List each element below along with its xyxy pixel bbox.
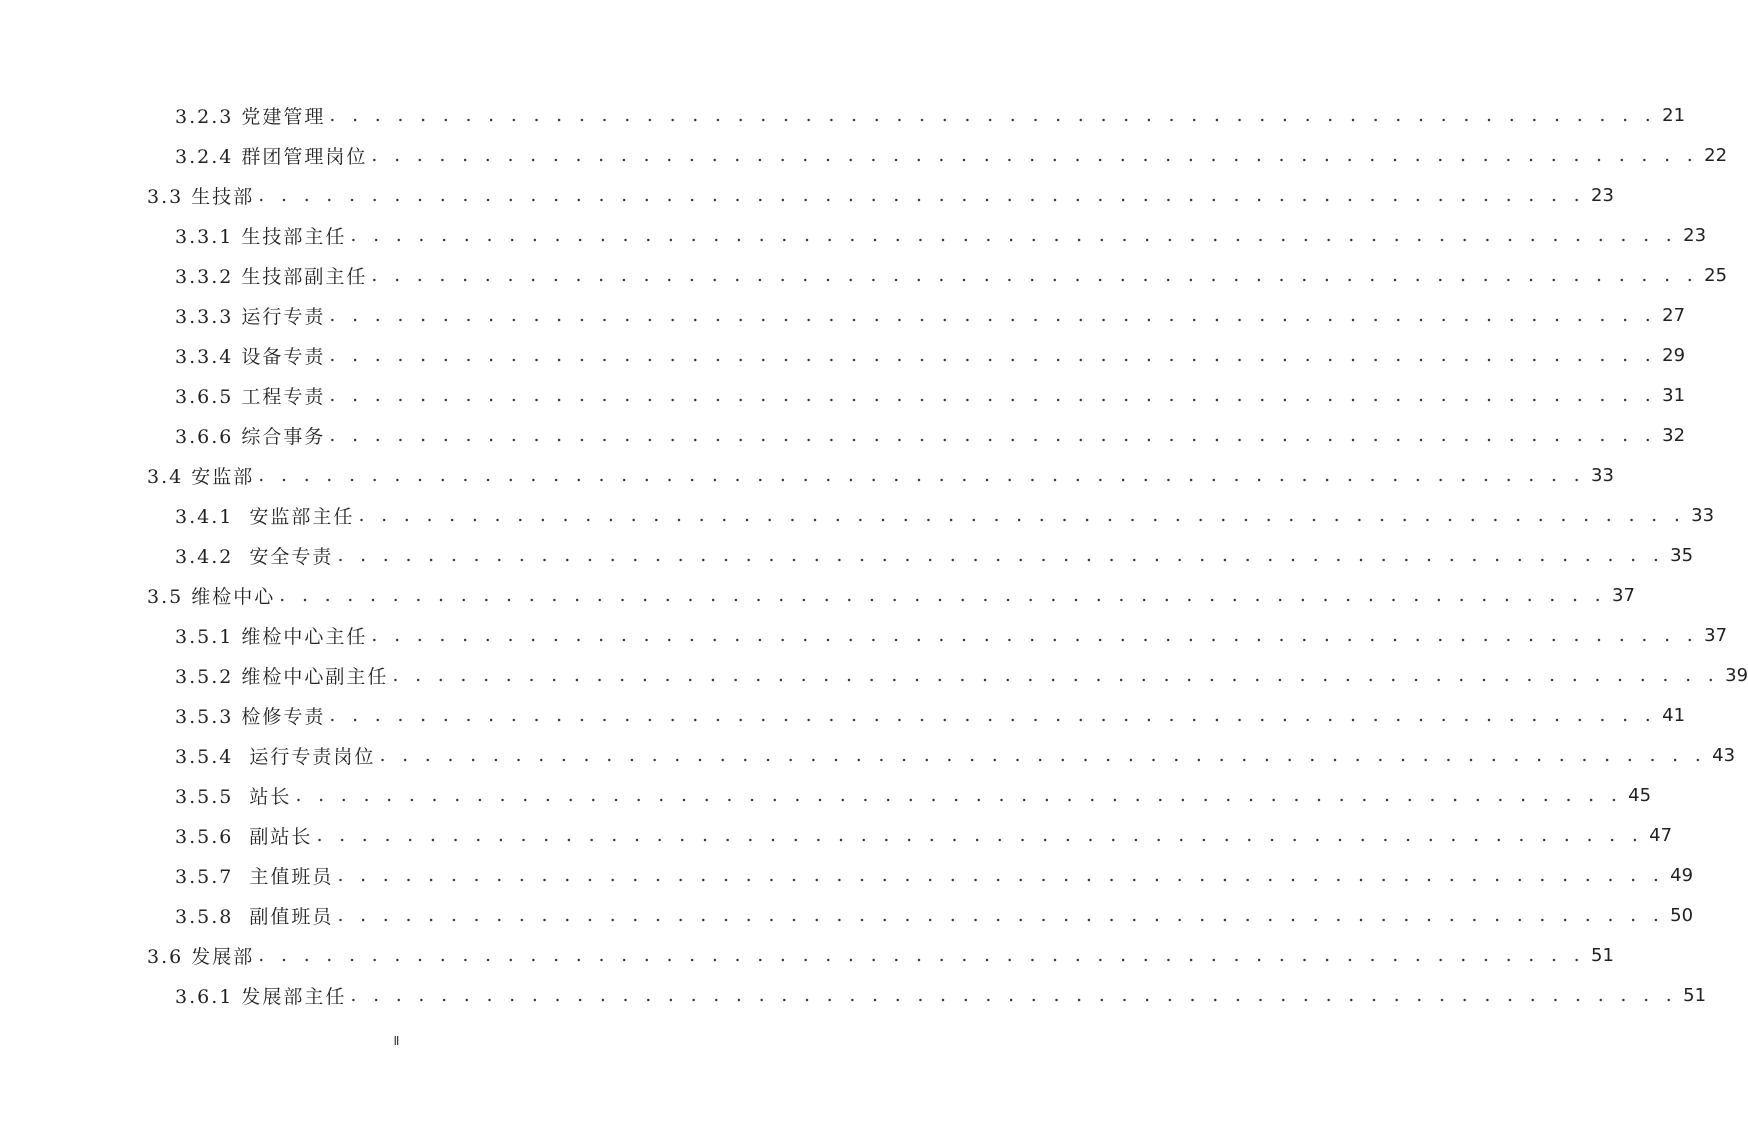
toc-entry-page: 25: [1704, 264, 1728, 286]
toc-entry[interactable]: [0, 975, 1707, 1015]
toc-entry-page: 50: [1670, 904, 1694, 926]
toc-entry-page: 31: [1662, 384, 1686, 406]
toc-dot-leader: . . . . . . . . . . . . . . . . . . . . . . . . . . . . . . . . . . . . . . . . . . . . . . . . . . . . . . . . . . .: [371, 624, 1699, 646]
toc-entry-page: 51: [1683, 984, 1707, 1006]
toc-entry[interactable]: [0, 855, 1694, 895]
toc-entry-page: 29: [1662, 344, 1686, 366]
toc-entry[interactable]: [0, 735, 1736, 775]
toc-dot-leader: . . . . . . . . . . . . . . . . . . . . . . . . . . . . . . . . . . . . . . . . . . . . . . . . . . . . . . . . . . .: [358, 504, 1686, 526]
toc-entry-title: 3.5 维检中心: [147, 582, 279, 609]
toc-entry[interactable]: [0, 135, 1728, 175]
toc-entry-page: 27: [1662, 304, 1686, 326]
toc-entry-page: 33: [1691, 504, 1715, 526]
toc-entry-title: 3.2.4 群团管理岗位: [175, 142, 371, 169]
toc-entry[interactable]: [0, 175, 1614, 215]
toc-entry-page: 39: [1725, 664, 1748, 686]
page-number: Ⅱ: [393, 1034, 400, 1048]
toc-entry[interactable]: [0, 775, 1652, 815]
toc-entry-page: 49: [1670, 864, 1694, 886]
toc-dot-leader: . . . . . . . . . . . . . . . . . . . . . . . . . . . . . . . . . . . . . . . . . . . . . . . . . . . . . . . . . . .: [258, 944, 1585, 966]
toc-dot-leader: . . . . . . . . . . . . . . . . . . . . . . . . . . . . . . . . . . . . . . . . . . . . . . . . . . . . . . . . . . .: [337, 864, 1665, 886]
table-of-contents: [0, 95, 1748, 1015]
toc-dot-leader: . . . . . . . . . . . . . . . . . . . . . . . . . . . . . . . . . . . . . . . . . . . . . . . . . . . . . . . . . . .: [329, 384, 1657, 406]
toc-entry-title: 3.3.1 生技部主任: [175, 222, 350, 249]
toc-entry[interactable]: [0, 895, 1694, 935]
toc-entry[interactable]: [0, 375, 1686, 415]
toc-entry-title: 3.6 发展部: [147, 942, 258, 969]
toc-entry-title: 3.2.3 党建管理: [175, 102, 329, 129]
toc-entry-page: 41: [1662, 704, 1686, 726]
toc-entry-title: 3.5.1 维检中心主任: [175, 622, 371, 649]
toc-entry-page: 35: [1670, 544, 1694, 566]
toc-entry[interactable]: [0, 295, 1686, 335]
toc-entry[interactable]: [0, 335, 1686, 375]
toc-entry-title: 3.3.3 运行专责: [175, 302, 329, 329]
toc-entry-title: 3.3.2 生技部副主任: [175, 262, 371, 289]
toc-entry-page: 33: [1591, 464, 1614, 486]
toc-entry-title: 3.5.4 运行专责岗位: [175, 742, 379, 769]
toc-entry-page: 37: [1704, 624, 1728, 646]
toc-entry[interactable]: [0, 615, 1728, 655]
toc-entry-title: 3.5.5 站长: [175, 782, 295, 809]
toc-entry-title: 3.4.1 安监部主任: [175, 502, 358, 529]
toc-dot-leader: . . . . . . . . . . . . . . . . . . . . . . . . . . . . . . . . . . . . . . . . . . . . . . . . . . . . . . . . . . .: [258, 184, 1585, 206]
toc-entry-title: 3.5.8 副值班员: [175, 902, 337, 929]
toc-entry-title: 3.4.2 安全专责: [175, 542, 337, 569]
toc-dot-leader: . . . . . . . . . . . . . . . . . . . . . . . . . . . . . . . . . . . . . . . . . . . . . . . . . . . . . . . . . . .: [392, 664, 1720, 686]
toc-dot-leader: . . . . . . . . . . . . . . . . . . . . . . . . . . . . . . . . . . . . . . . . . . . . . . . . . . . . . . . . . . .: [329, 304, 1657, 326]
toc-entry[interactable]: [0, 815, 1673, 855]
toc-entry[interactable]: [0, 415, 1686, 455]
toc-entry[interactable]: [0, 495, 1715, 535]
toc-dot-leader: . . . . . . . . . . . . . . . . . . . . . . . . . . . . . . . . . . . . . . . . . . . . . . . . . . . . . . . . . . .: [258, 464, 1585, 486]
toc-entry[interactable]: [0, 95, 1686, 135]
toc-entry-title: 3.6.5 工程专责: [175, 382, 329, 409]
toc-entry-page: 45: [1628, 784, 1652, 806]
toc-dot-leader: . . . . . . . . . . . . . . . . . . . . . . . . . . . . . . . . . . . . . . . . . . . . . . . . . . . . . . . . . . .: [337, 544, 1665, 566]
toc-dot-leader: . . . . . . . . . . . . . . . . . . . . . . . . . . . . . . . . . . . . . . . . . . . . . . . . . . . . . . . . . . .: [337, 904, 1665, 926]
toc-entry[interactable]: [0, 535, 1694, 575]
toc-dot-leader: . . . . . . . . . . . . . . . . . . . . . . . . . . . . . . . . . . . . . . . . . . . . . . . . . . . . . . . . . . .: [329, 104, 1657, 126]
toc-dot-leader: . . . . . . . . . . . . . . . . . . . . . . . . . . . . . . . . . . . . . . . . . . . . . . . . . . . . . . . . . . .: [329, 344, 1657, 366]
toc-dot-leader: . . . . . . . . . . . . . . . . . . . . . . . . . . . . . . . . . . . . . . . . . . . . . . . . . . . . . . . . . . .: [350, 224, 1678, 246]
toc-dot-leader: . . . . . . . . . . . . . . . . . . . . . . . . . . . . . . . . . . . . . . . . . . . . . . . . . . . . . . . . . . .: [371, 264, 1699, 286]
toc-entry-page: 23: [1591, 184, 1614, 206]
toc-entry[interactable]: [0, 215, 1707, 255]
toc-entry-page: 43: [1712, 744, 1736, 766]
toc-entry-page: 51: [1591, 944, 1614, 966]
toc-entry-page: 32: [1662, 424, 1686, 446]
toc-entry-title: 3.5.6 副站长: [175, 822, 316, 849]
toc-dot-leader: . . . . . . . . . . . . . . . . . . . . . . . . . . . . . . . . . . . . . . . . . . . . . . . . . . . . . . . . . . .: [371, 144, 1699, 166]
toc-entry-page: 21: [1662, 104, 1686, 126]
toc-entry-title: 3.3 生技部: [147, 182, 258, 209]
toc-entry-title: 3.4 安监部: [147, 462, 258, 489]
toc-entry[interactable]: [0, 255, 1728, 295]
toc-entry-title: 3.5.3 检修专责: [175, 702, 329, 729]
toc-entry-title: 3.5.2 维检中心副主任: [175, 662, 392, 689]
toc-entry-page: 47: [1649, 824, 1673, 846]
toc-entry[interactable]: [0, 455, 1614, 495]
toc-entry-title: 3.3.4 设备专责: [175, 342, 329, 369]
toc-dot-leader: . . . . . . . . . . . . . . . . . . . . . . . . . . . . . . . . . . . . . . . . . . . . . . . . . . . . . . . . . . .: [329, 704, 1657, 726]
toc-dot-leader: . . . . . . . . . . . . . . . . . . . . . . . . . . . . . . . . . . . . . . . . . . . . . . . . . . . . . . . . . . .: [350, 984, 1678, 1006]
toc-entry[interactable]: [0, 935, 1614, 975]
toc-entry[interactable]: [0, 695, 1686, 735]
toc-dot-leader: . . . . . . . . . . . . . . . . . . . . . . . . . . . . . . . . . . . . . . . . . . . . . . . . . . . . . . . . . . .: [329, 424, 1657, 446]
toc-entry-page: 22: [1704, 144, 1728, 166]
toc-entry[interactable]: [0, 575, 1635, 615]
toc-entry-title: 3.6.6 综合事务: [175, 422, 329, 449]
toc-entry-title: 3.5.7 主值班员: [175, 862, 337, 889]
toc-dot-leader: . . . . . . . . . . . . . . . . . . . . . . . . . . . . . . . . . . . . . . . . . . . . . . . . . . . . . . . . . . .: [279, 584, 1606, 606]
toc-entry-page: 23: [1683, 224, 1707, 246]
toc-entry-title: 3.6.1 发展部主任: [175, 982, 350, 1009]
toc-entry-page: 37: [1612, 584, 1635, 606]
toc-dot-leader: . . . . . . . . . . . . . . . . . . . . . . . . . . . . . . . . . . . . . . . . . . . . . . . . . . . . . . . . . . .: [295, 784, 1623, 806]
toc-dot-leader: . . . . . . . . . . . . . . . . . . . . . . . . . . . . . . . . . . . . . . . . . . . . . . . . . . . . . . . . . . .: [379, 744, 1707, 766]
toc-entry[interactable]: [0, 655, 1748, 695]
toc-dot-leader: . . . . . . . . . . . . . . . . . . . . . . . . . . . . . . . . . . . . . . . . . . . . . . . . . . . . . . . . . . .: [316, 824, 1644, 846]
